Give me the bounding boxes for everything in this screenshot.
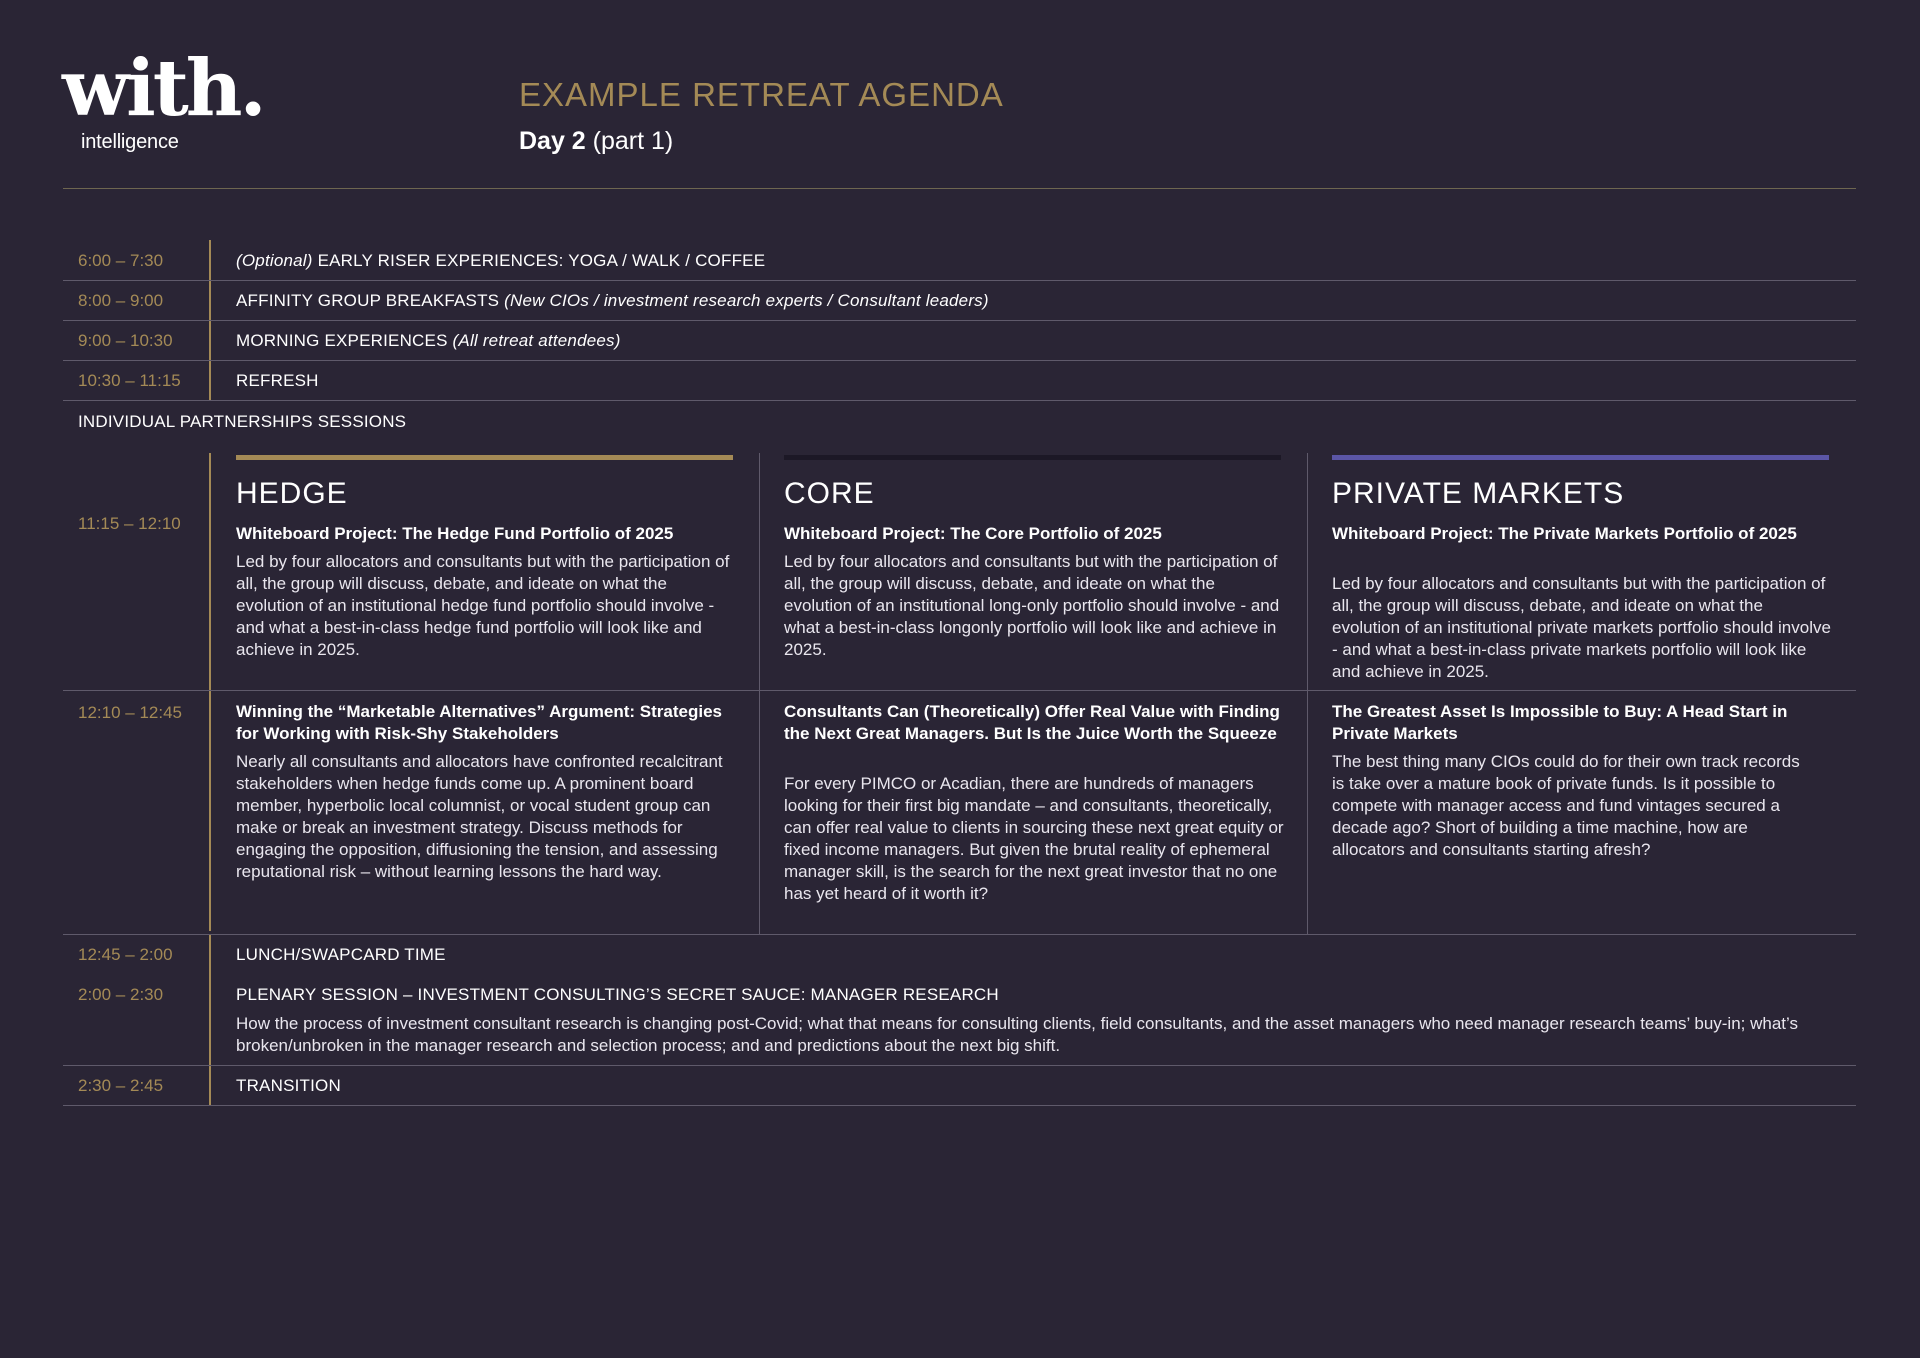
- hedge-session2-title: Winning the “Marketable Alternatives” Argument: Strategies for Working with Risk-Shy Stakeholders: [236, 702, 723, 743]
- private-markets-session1-title: Whiteboard Project: The Private Markets Portfolio of 2025: [1332, 524, 1797, 543]
- core-color-bar: [784, 455, 1281, 460]
- agenda-item: [236, 251, 765, 271]
- plenary-description: How the process of investment consultant research is changing post-Covid; what that means for consulting clients, field consultants, and the asset managers who need manager research teams’ buy-in; what’s broken/unbroken in the manager research and selection process; and and predictions about the next big shift.: [236, 1014, 1798, 1055]
- private-markets-session2-title: The Greatest Asset Is Impossible to Buy: A Head Start in Private Markets: [1332, 702, 1788, 743]
- core-session1-body: Led by four allocators and consultants but with the participation of all, the group will discuss, debate, and ideate on what the evolution of an institutional long-only portfolio should involve - and what a best-in-class longonly portfolio will look like and achieve in 2025.: [784, 552, 1280, 659]
- time-divider-bar: [209, 453, 211, 931]
- time-slot: 12:45 – 2:00: [78, 945, 173, 964]
- time-slot: 11:15 – 12:10: [78, 514, 181, 533]
- agenda-item: [236, 291, 989, 311]
- row-divider: [63, 690, 1856, 691]
- column-divider: [759, 453, 760, 935]
- time-slot: 6:00 – 7:30: [78, 251, 164, 270]
- private-markets-color-bar: [1332, 455, 1829, 460]
- logo-subtitle: intelligence: [81, 131, 179, 153]
- time-slot: 9:00 – 10:30: [78, 331, 173, 350]
- logo-wordmark: with.: [62, 43, 264, 134]
- time-slot: 12:10 – 12:45: [78, 703, 182, 722]
- item-text: MORNING EXPERIENCES: [236, 331, 453, 350]
- day-label: Day 2: [519, 127, 586, 155]
- section-label: INDIVIDUAL PARTNERSHIPS SESSIONS: [78, 412, 407, 431]
- hedge-session2-body: Nearly all consultants and allocators have confronted recalcitrant stakeholders when hedge funds come up. A prominent board member, hyperbolic local columnist, or vocal student group can make or break an investment strategy. Discuss methods for engaging the opposition, diffusioning the tension, and assessing reputational risk – without learning lessons the hard way.: [236, 752, 723, 881]
- core-session2-title: Consultants Can (Theoretically) Offer Real Value with Finding the Next Great Managers. But Is the Juice Worth the Squeeze: [784, 702, 1280, 743]
- time-slot: 2:00 – 2:30: [78, 985, 164, 1004]
- agenda-item: REFRESH: [236, 371, 319, 390]
- item-italic-suffix: (New CIOs / investment research experts / Consultant leaders): [504, 291, 989, 310]
- row-divider: [63, 400, 1856, 401]
- agenda-item: TRANSITION: [236, 1076, 341, 1095]
- item-italic-prefix: (Optional): [236, 251, 313, 270]
- time-divider-bar: [209, 935, 211, 1105]
- core-session1-title: Whiteboard Project: The Core Portfolio of 2025: [784, 524, 1162, 543]
- row-divider: [63, 320, 1856, 321]
- time-slot: 8:00 – 9:00: [78, 291, 164, 310]
- time-slot: 2:30 – 2:45: [78, 1076, 164, 1095]
- private-markets-heading: PRIVATE MARKETS: [1332, 477, 1625, 510]
- hedge-heading: HEDGE: [236, 477, 348, 510]
- day-heading: [519, 127, 673, 156]
- plenary-title: PLENARY SESSION – INVESTMENT CONSULTING’S SECRET SAUCE: MANAGER RESEARCH: [236, 985, 999, 1004]
- row-divider: [63, 1105, 1856, 1106]
- hedge-session1-title: Whiteboard Project: The Hedge Fund Portfolio of 2025: [236, 524, 674, 543]
- core-session2-body: For every PIMCO or Acadian, there are hundreds of managers looking for their first big mandate – and consultants, theoretically, can offer real value to clients in sourcing these next great equity or fixed income managers. But given the brutal reality of ephemeral manager skill, is the search for the next great investor that no one has yet heard of it worth it?: [784, 774, 1284, 903]
- agenda-item: LUNCH/SWAPCARD TIME: [236, 945, 446, 964]
- row-divider: [63, 934, 1856, 935]
- header-divider: [63, 188, 1856, 189]
- row-divider: [63, 1065, 1856, 1066]
- item-italic-suffix: (All retreat attendees): [452, 331, 621, 350]
- row-divider: [63, 360, 1856, 361]
- time-slot: 10:30 – 11:15: [78, 371, 181, 390]
- agenda-item: [236, 331, 621, 351]
- column-divider: [1307, 453, 1308, 935]
- item-text: EARLY RISER EXPERIENCES: YOGA / WALK / COFFEE: [312, 251, 766, 270]
- core-heading: CORE: [784, 477, 875, 510]
- item-text: AFFINITY GROUP BREAKFASTS: [236, 291, 505, 310]
- page-title: EXAMPLE RETREAT AGENDA: [519, 76, 1004, 113]
- day-part: (part 1): [592, 127, 674, 155]
- row-divider: [63, 280, 1856, 281]
- private-markets-session1-body: Led by four allocators and consultants but with the participation of all, the group will discuss, debate, and ideate on what the evolution of an institutional private markets portfolio should involve - and what a best-in-class private markets portfolio will look like and achieve in 2025.: [1332, 574, 1831, 681]
- hedge-session1-body: Led by four allocators and consultants but with the participation of all, the group will discuss, debate, and ideate on what the evolution of an institutional hedge fund portfolio should involve - and what a best-in-class hedge fund portfolio will look like and achieve in 2025.: [236, 552, 730, 659]
- hedge-color-bar: [236, 455, 733, 460]
- private-markets-session2-body: The best thing many CIOs could do for their own track records is take over a mature book of private funds. Is it possible to compete with manager access and fund vintages secured a decade ago? Short of building a time machine, how are allocators and consultants starting afresh?: [1332, 752, 1800, 859]
